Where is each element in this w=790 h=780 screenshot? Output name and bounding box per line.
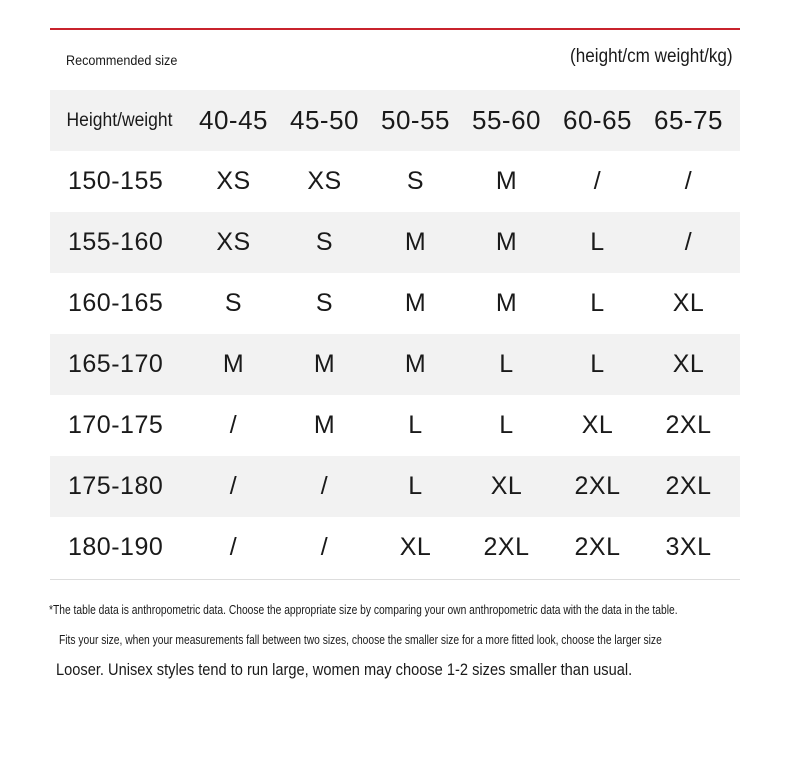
row-header: 165-170 — [68, 350, 164, 378]
size-cell: S — [315, 289, 334, 317]
size-cell: XL — [672, 289, 705, 317]
size-cell: XL — [490, 472, 523, 500]
column-header: 40-45 — [199, 105, 268, 135]
table-row — [50, 151, 740, 212]
size-cell: S — [406, 167, 425, 195]
top-accent-rule — [50, 28, 740, 30]
chart-title: Recommended size — [66, 52, 178, 68]
table-bottom-divider — [50, 579, 740, 580]
table-row — [50, 456, 740, 517]
size-cell: 2XL — [574, 533, 621, 561]
size-cell: / — [320, 533, 329, 561]
size-cell: S — [315, 228, 334, 256]
size-table — [50, 90, 740, 578]
size-cell: 2XL — [574, 472, 621, 500]
size-cell: L — [590, 228, 605, 256]
size-cell: L — [499, 350, 514, 378]
size-cell: M — [404, 289, 427, 317]
size-cell: 2XL — [665, 472, 712, 500]
table-row — [50, 334, 740, 395]
size-cell: L — [590, 289, 605, 317]
size-cell: M — [313, 411, 336, 439]
size-cell: XS — [216, 228, 251, 256]
table-header-row — [50, 90, 740, 151]
column-header: 45-50 — [290, 105, 359, 135]
size-cell: 2XL — [665, 411, 712, 439]
size-cell: XL — [581, 411, 614, 439]
column-header: 65-75 — [654, 105, 723, 135]
size-cell: M — [495, 228, 518, 256]
size-cell: / — [593, 167, 602, 195]
size-cell: M — [313, 350, 336, 378]
row-header: 170-175 — [68, 411, 164, 439]
size-cell: M — [495, 167, 518, 195]
row-header: 150-155 — [68, 167, 164, 195]
size-cell: XL — [399, 533, 432, 561]
table-row — [50, 273, 740, 334]
size-cell: XS — [307, 167, 342, 195]
row-header: 160-165 — [68, 289, 164, 317]
row-header: 180-190 — [68, 533, 164, 561]
column-header: 50-55 — [381, 105, 450, 135]
size-cell: M — [222, 350, 245, 378]
table-row — [50, 517, 740, 578]
unit-note: (height/cm weight/kg) — [570, 46, 733, 67]
column-header: 55-60 — [472, 105, 541, 135]
size-cell: M — [495, 289, 518, 317]
size-cell: S — [224, 289, 243, 317]
size-cell: M — [404, 350, 427, 378]
size-cell: / — [229, 533, 238, 561]
footnote-line: Looser. Unisex styles tend to run large, women may choose 1-2 sizes smaller than usual. — [56, 660, 633, 679]
size-cell: XS — [216, 167, 251, 195]
size-cell: L — [408, 472, 423, 500]
size-cell: / — [229, 472, 238, 500]
size-cell: / — [320, 472, 329, 500]
size-cell: 2XL — [483, 533, 530, 561]
size-cell: / — [229, 411, 238, 439]
size-cell: L — [408, 411, 423, 439]
size-cell: 3XL — [665, 533, 712, 561]
table-row — [50, 395, 740, 456]
size-cell: / — [684, 167, 693, 195]
size-cell: / — [684, 228, 693, 256]
footnote-line: Fits your size, when your measurements fall between two sizes, choose the smaller size for a more fitted look, choose the larger size — [59, 632, 662, 647]
size-cell: L — [590, 350, 605, 378]
size-cell: XL — [672, 350, 705, 378]
row-header: 175-180 — [68, 472, 164, 500]
row-header: 155-160 — [68, 228, 164, 256]
footnote-line: *The table data is anthropometric data. Choose the appropriate size by comparing your own anthropometric data with the data in the table. — [49, 602, 678, 617]
table-row — [50, 212, 740, 273]
column-header: 60-65 — [563, 105, 632, 135]
size-cell: L — [499, 411, 514, 439]
size-cell: M — [404, 228, 427, 256]
corner-label: Height/weight — [66, 109, 173, 131]
